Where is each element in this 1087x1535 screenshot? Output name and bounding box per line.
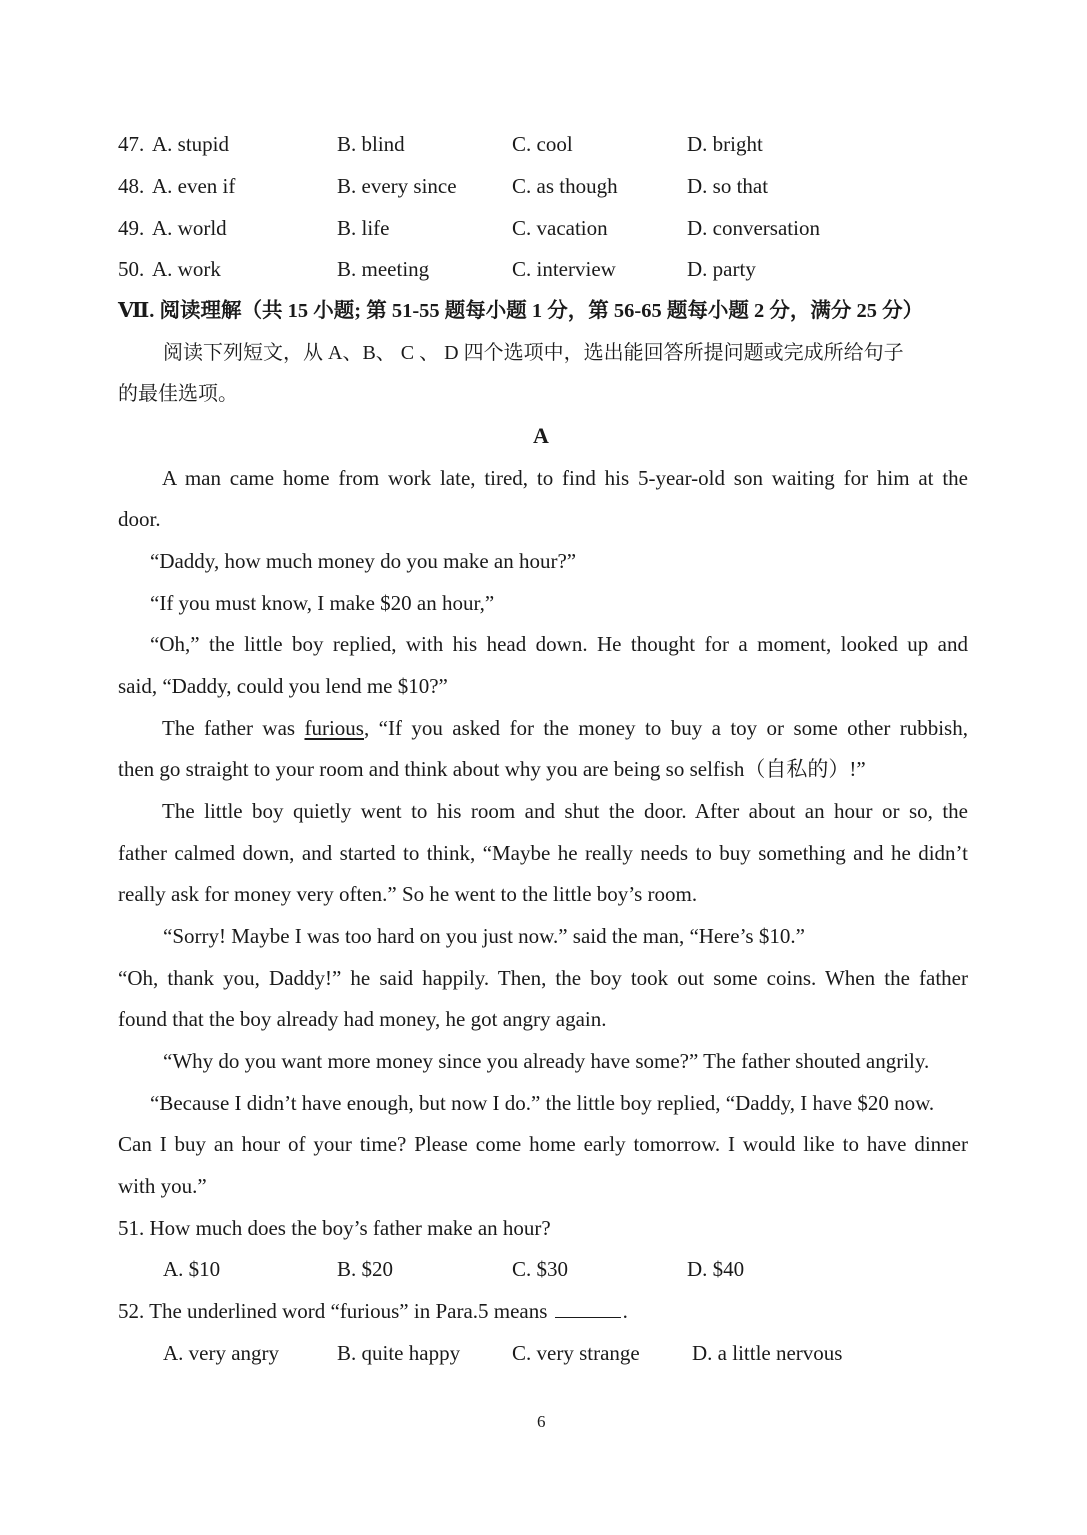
option-b: B. blind	[337, 132, 405, 156]
option-d: D. bright	[687, 132, 763, 156]
option-a: A. $10	[163, 1257, 221, 1281]
option-d: D. conversation	[687, 216, 820, 240]
option-c: C. very strange	[512, 1341, 640, 1365]
paragraph-line	[118, 714, 968, 742]
option-num: 50.	[118, 257, 145, 281]
paragraph-6	[118, 797, 968, 880]
question-52-stem	[118, 1297, 628, 1325]
paragraph-line: “Oh,” the little boy replied, with his head down. He thought for a moment, looked up and	[150, 632, 968, 656]
underlined-word: furious	[304, 716, 364, 740]
paragraph-5	[118, 714, 968, 742]
answer-blank	[555, 1299, 621, 1318]
paragraph-6-end: really ask for money very often.” So he went to the little boy’s room.	[118, 882, 698, 906]
option-b: B. life	[337, 216, 390, 240]
passage-title: A	[533, 423, 549, 448]
paragraph-8-end: found that the boy already had money, he got angry again.	[118, 1007, 607, 1031]
option-d: D. party	[687, 257, 756, 281]
option-a: A. work	[152, 257, 221, 281]
p5-text-post: , “If you asked for the money to buy a toy or some other rubbish,	[363, 716, 968, 740]
option-d: D. so that	[687, 174, 769, 198]
question-52-text: 52. The underlined word “furious” in Para.5 means	[118, 1299, 548, 1323]
question-51-stem: 51. How much does the boy’s father make an hour?	[118, 1216, 551, 1240]
paragraph-line: Can I buy an hour of your time? Please come home early tomorrow. I would like to have dinner	[118, 1132, 968, 1156]
paragraph-4	[118, 630, 968, 658]
paragraph-9: “Why do you want more money since you already have some?” The father shouted angrily.	[163, 1049, 930, 1073]
paragraph-3: “If you must know, I make $20 an hour,”	[150, 591, 495, 615]
page-number: 6	[537, 1412, 546, 1431]
option-c: C. $30	[512, 1257, 569, 1281]
option-d: D. $40	[687, 1257, 745, 1281]
option-num: 49.	[118, 216, 145, 240]
option-b: B. quite happy	[337, 1341, 461, 1365]
question-52-end: .	[622, 1299, 628, 1323]
option-num: 47.	[118, 132, 145, 156]
paragraph-1-end: door.	[118, 507, 161, 531]
option-b: B. $20	[337, 1257, 394, 1281]
paragraph-5-end: then go straight to your room and think about why you are being so selfish（自私的）!”	[118, 757, 866, 781]
paragraph-2: “Daddy, how much money do you make an hour?”	[150, 549, 577, 573]
paragraph-1	[118, 464, 968, 492]
option-a: A. world	[152, 216, 227, 240]
paragraph-10-line1: “Because I didn’t have enough, but now I do.” the little boy replied, “Daddy, I have $20 now.	[150, 1091, 935, 1115]
paragraph-line: father calmed down, and started to think, “Maybe he really needs to buy something and he didn’t	[118, 841, 968, 865]
option-a: A. very angry	[163, 1341, 280, 1365]
p5-text-pre: The father was	[162, 716, 296, 740]
section-heading: Ⅶ. 阅读理解（共 15 小题; 第 51-55 题每小题 1 分，第 56-65 题每小题 2 分，满分 25 分）	[118, 300, 924, 322]
option-num: 48.	[118, 174, 145, 198]
section-instruction-line1: 阅读下列短文，从 A、B、 C 、 D 四个选项中，选出能回答所提问题或完成所给句子	[163, 342, 904, 364]
option-b: B. meeting	[337, 257, 430, 281]
paragraph-7: “Sorry! Maybe I was too hard on you just now.” said the man, “Here’s $10.”	[163, 924, 805, 948]
option-a: A. even if	[152, 174, 236, 198]
option-d: D. a little nervous	[692, 1341, 843, 1365]
paragraph-10	[118, 1130, 968, 1158]
paragraph-4-end: said, “Daddy, could you lend me $10?”	[118, 674, 448, 698]
paragraph-8	[118, 964, 968, 992]
option-c: C. cool	[512, 132, 573, 156]
paragraph-line: “Oh, thank you, Daddy!” he said happily. Then, the boy took out some coins. When the father	[118, 966, 968, 990]
paragraph-10-end: with you.”	[118, 1174, 207, 1198]
option-a: A. stupid	[152, 132, 230, 156]
option-c: C. interview	[512, 257, 616, 281]
option-c: C. as though	[512, 174, 618, 198]
option-b: B. every since	[337, 174, 457, 198]
paragraph-line: The little boy quietly went to his room and shut the door. After about an hour or so, the	[162, 799, 968, 823]
option-c: C. vacation	[512, 216, 608, 240]
section-instruction-line2: 的最佳选项。	[118, 383, 238, 405]
paragraph-line: A man came home from work late, tired, to find his 5-year-old son waiting for him at the	[162, 466, 968, 490]
